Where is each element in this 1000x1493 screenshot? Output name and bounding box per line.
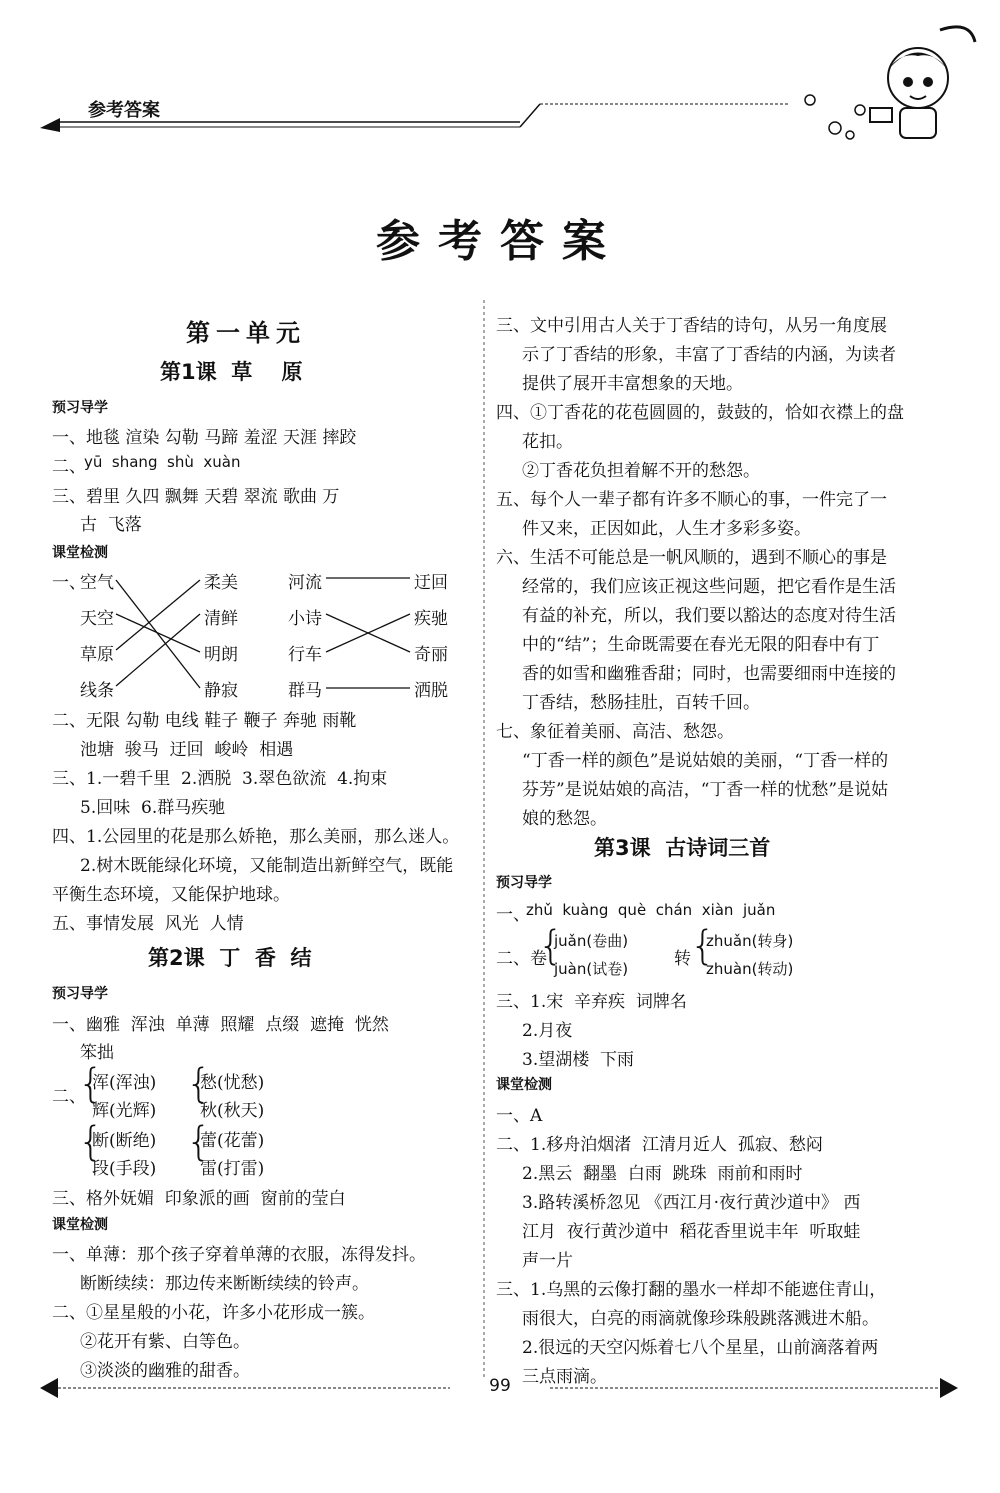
answer-line: 有益的补充，所以，我们要以豁达的态度对待生活: [522, 606, 896, 626]
answer-line: 2.很远的天空闪烁着七八个星星，山前滴落着两: [522, 1338, 879, 1358]
answer-line: 一、单薄：那个孩子穿着单薄的衣服，冻得发抖。: [52, 1245, 426, 1265]
match-item: 线条: [80, 681, 114, 701]
section-label: 预习导学: [52, 986, 108, 1002]
answer-line: 三、碧里 久四 飘舞 天碧 翠流 歌曲 万: [52, 487, 340, 507]
answer-line: ③淡淡的幽雅的甜香。: [80, 1361, 250, 1381]
answer-line: 断(断绝): [92, 1131, 157, 1151]
brace-icon: {: [690, 923, 716, 969]
answer-line: 断断续续：那边传来断断续续的铃声。: [80, 1274, 369, 1294]
answer-line: 花扣。: [522, 432, 573, 452]
section-label: 课堂检测: [52, 1217, 108, 1233]
answer-line: 江月 夜行黄沙道中 稻花香里说丰年 听取蛙: [522, 1222, 861, 1242]
pinyin-line: juàn(试卷): [554, 960, 629, 978]
section-label: 预习导学: [52, 400, 108, 416]
page-title: 参考答案: [376, 216, 624, 267]
answer-line: 二、卷: [496, 949, 547, 969]
answer-line: 池塘 骏马 迂回 峻岭 相遇: [80, 740, 294, 760]
pinyin-line: zhuàn(转动): [706, 960, 794, 978]
answer-line: 一、幽雅 浑浊 单薄 照耀 点缀 遮掩 恍然: [52, 1015, 389, 1035]
answer-line: 四、1.公园里的花是那么娇艳，那么美丽，那么迷人。: [52, 827, 460, 847]
answer-line: 二、①星星般的小花，许多小花形成一簇。: [52, 1303, 375, 1323]
lesson-heading: 第3课 古诗词三首: [594, 836, 771, 860]
answer-line: 转: [674, 949, 691, 969]
match-item: 空气: [80, 573, 114, 593]
match-item: 柔美: [204, 573, 238, 593]
answer-line: 四、①丁香花的花苞圆圆的，鼓鼓的，恰如衣襟上的盘: [496, 403, 904, 423]
answer-line: 三、1.一碧千里 2.洒脱 3.翠色欲流 4.拘束: [52, 769, 388, 789]
answer-line: 雷(打雷): [200, 1159, 265, 1179]
answer-line: 三、格外妩媚 印象派的画 窗前的莹白: [52, 1189, 346, 1209]
answer-line: 二、无限 勾勒 电线 鞋子 鞭子 奔驰 雨靴: [52, 711, 357, 731]
pinyin-line: zhuǎn(转身): [706, 932, 794, 950]
match-item: 清鲜: [204, 609, 238, 629]
answer-line: 愁(忧愁): [200, 1073, 265, 1093]
answer-line: 一、: [496, 905, 530, 925]
answer-line: 五、事情发展 风光 人情: [52, 914, 244, 934]
match-item: 河流: [288, 573, 322, 593]
match-item: 迂回: [414, 573, 448, 593]
answer-line: 经常的，我们应该正视这些问题，把它看作是生活: [522, 577, 896, 597]
brace-icon: {: [186, 1061, 212, 1107]
answer-line: 六、生活不可能总是一帆风顺的，遇到不顺心的事是: [496, 548, 887, 568]
brace-icon: {: [538, 923, 564, 969]
section-label: 预习导学: [496, 875, 552, 891]
answer-line: 芬芳”是说姑娘的高洁，“丁香一样的忧愁”是说姑: [522, 780, 889, 800]
answer-line: 秋(秋天): [200, 1101, 265, 1121]
pinyin-line: yū shang shù xuàn: [84, 453, 241, 471]
brace-icon: {: [186, 1119, 212, 1165]
pinyin-line: zhǔ kuàng què chán xiàn juǎn: [526, 901, 776, 919]
match-item: 草原: [80, 645, 114, 665]
answer-line: 2.黑云 翻墨 白雨 跳珠 雨前和雨时: [522, 1164, 803, 1184]
answer-line: 丁香结，愁肠挂肚，百转千回。: [522, 693, 760, 713]
brace-icon: {: [78, 1119, 104, 1165]
answer-line: ②丁香花负担着解不开的愁怨。: [522, 461, 760, 481]
answer-line: 平衡生态环境，又能保护地球。: [52, 885, 290, 905]
match-item: 洒脱: [414, 681, 448, 701]
answer-line: 三、文中引用古人关于丁香结的诗句，从另一角度展: [496, 316, 887, 336]
answer-line: 雨很大，白亮的雨滴就像珍珠般跳落溅进木船。: [522, 1309, 879, 1329]
match-item: 行车: [288, 645, 322, 665]
answer-line: 二、1.移舟泊烟渚 江清月近人 孤寂、愁闷: [496, 1135, 823, 1155]
answer-line: 五、每个人一辈子都有许多不顺心的事，一件完了一: [496, 490, 887, 510]
section-label: 课堂检测: [496, 1077, 552, 1093]
match-item: 明朗: [204, 645, 238, 665]
answer-line: 示了丁香结的形象，丰富了丁香结的内涵，为读者: [522, 345, 896, 365]
answer-line: 声一片: [522, 1251, 573, 1271]
pinyin-line: juǎn(卷曲): [554, 932, 629, 950]
answer-line: 三、1.乌黑的云像打翻的墨水一样却不能遮住青山，: [496, 1280, 887, 1300]
answer-line: 一、A: [496, 1106, 543, 1126]
answer-line: ②花开有紫、白等色。: [80, 1332, 250, 1352]
match-item: 群马: [288, 681, 322, 701]
answer-line: 笨拙: [80, 1043, 114, 1063]
answer-line: 三点雨滴。: [522, 1367, 607, 1387]
page-number: 99: [489, 1376, 511, 1396]
match-item: 小诗: [288, 609, 322, 629]
answer-line: 提供了展开丰富想象的天地。: [522, 374, 743, 394]
answer-line: 二、: [52, 457, 86, 477]
answer-line: 一、: [52, 573, 86, 593]
answer-line: “丁香一样的颜色”是说姑娘的美丽，“丁香一样的: [522, 751, 889, 771]
match-item: 天空: [80, 609, 114, 629]
match-item: 静寂: [204, 681, 238, 701]
answer-line: 七、象征着美丽、高洁、愁怨。: [496, 722, 734, 742]
answer-line: 段(手段): [92, 1159, 157, 1179]
match-item: 奇丽: [414, 645, 448, 665]
answer-line: 5.回味 6.群马疾驰: [80, 798, 226, 818]
brace-icon: {: [78, 1061, 104, 1107]
lesson-heading: 第1课 草 原: [160, 360, 303, 384]
answer-line: 浑(浑浊): [92, 1073, 157, 1093]
answer-line: 二、: [52, 1087, 86, 1107]
answer-line: 2.树木既能绿化环境，又能制造出新鲜空气，既能: [80, 856, 454, 876]
answer-line: 一、地毯 渲染 勾勒 马蹄 羞涩 天涯 摔跤: [52, 428, 357, 448]
answer-line: 辉(光辉): [92, 1101, 157, 1121]
answer-line: 2.月夜: [522, 1021, 573, 1041]
answer-line: 蕾(花蕾): [200, 1131, 265, 1151]
answer-line: 娘的愁怨。: [522, 809, 607, 829]
unit-heading: 第一单元: [186, 319, 306, 347]
answer-line: 3.望湖楼 下雨: [522, 1050, 635, 1070]
answer-line: 中的“结”；生命既需要在春光无限的阳春中有丁: [522, 635, 880, 655]
answer-line: 香的如雪和幽雅香甜；同时，也需要细雨中连接的: [522, 664, 896, 684]
answer-line: 3.路转溪桥忽见 《西江月·夜行黄沙道中》 西: [522, 1193, 861, 1213]
lesson-heading: 第2课 丁 香 结: [148, 946, 312, 970]
answer-line: 件又来，正因如此，人生才多彩多姿。: [522, 519, 811, 539]
answer-line: 古 飞落: [80, 515, 142, 535]
section-label: 课堂检测: [52, 545, 108, 561]
header-label: 参考答案: [88, 100, 160, 121]
match-item: 疾驰: [414, 609, 448, 629]
answer-line: 三、1.宋 辛弃疾 词牌名: [496, 992, 687, 1012]
